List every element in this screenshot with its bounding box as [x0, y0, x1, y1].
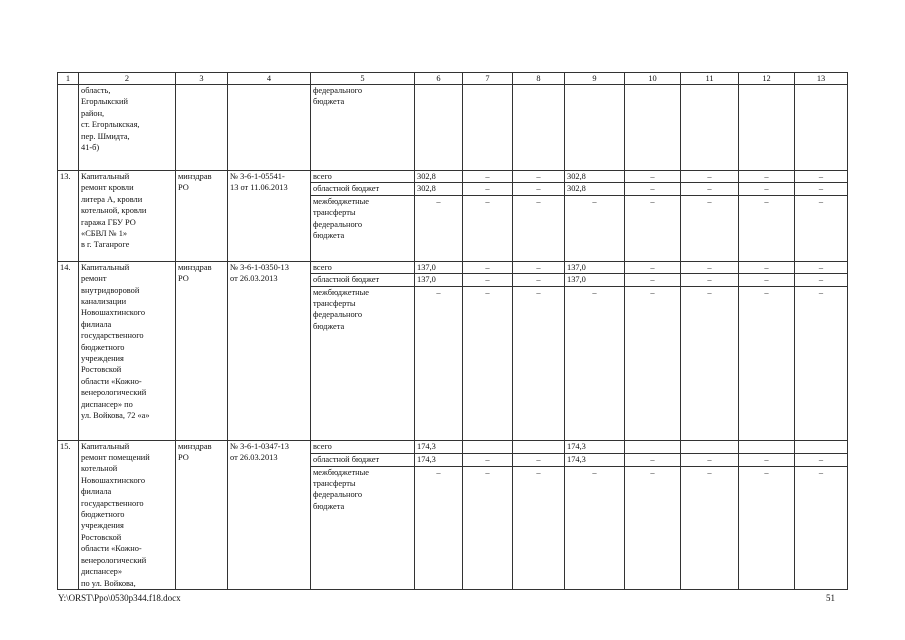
value-cell: – [513, 261, 565, 273]
value-cell: – [795, 195, 848, 261]
continuation-row [58, 85, 848, 171]
value-cell: – [513, 286, 565, 440]
value-cell: – [739, 195, 795, 261]
value-cell: – [681, 453, 739, 466]
source-cell: всего [311, 440, 415, 453]
col-header: 13 [795, 73, 848, 85]
value-cell: – [463, 195, 513, 261]
value-cell: – [415, 286, 463, 440]
value-cell: – [795, 274, 848, 286]
col-header: 7 [463, 73, 513, 85]
col-header: 8 [513, 73, 565, 85]
customer-cell: минздрав РО [176, 261, 228, 440]
file-path: Y:\ORST\Ppo\0530p344.f18.docx [58, 593, 181, 603]
value-cell: – [681, 466, 739, 589]
value-cell: – [739, 286, 795, 440]
value-cell: – [513, 195, 565, 261]
document-cell: № 3-6-1-0347-13 от 26.03.2013 [228, 440, 311, 589]
value-cell: 302,8 [565, 171, 625, 183]
value-cell: – [739, 274, 795, 286]
value-cell: – [681, 195, 739, 261]
value-cell: – [513, 274, 565, 286]
table-row [58, 261, 848, 273]
value-cell: – [625, 286, 681, 440]
row-number: 14. [58, 261, 79, 440]
document-cell: № 3-6-1-05541- 13 от 11.06.2013 [228, 171, 311, 262]
col-header: 2 [79, 73, 176, 85]
source-cell: областной бюджет [311, 183, 415, 195]
value-cell: 137,0 [565, 274, 625, 286]
value-cell: – [463, 261, 513, 273]
value-cell: – [795, 171, 848, 183]
source-cell: всего [311, 171, 415, 183]
object-cell: Капитальный ремонт помещений котельной Новошахтинского филиала государственного бюджетного учреждения Ростовской области «Кожно- венерологический диспансер» по ул. Войкова, [79, 440, 176, 589]
value-cell: – [463, 183, 513, 195]
customer-cell: минздрав РО [176, 171, 228, 262]
value-cell: – [795, 466, 848, 589]
value-cell: – [625, 171, 681, 183]
value-cell: – [565, 466, 625, 589]
value-cell: – [513, 453, 565, 466]
source-cell: межбюджетные трансферты федерального бюджета [311, 466, 415, 589]
value-cell: 302,8 [565, 183, 625, 195]
value-cell [463, 440, 513, 453]
value-cell: – [625, 183, 681, 195]
value-cell [795, 440, 848, 453]
value-cell: – [463, 466, 513, 589]
value-cell: – [463, 171, 513, 183]
value-cell: – [513, 171, 565, 183]
value-cell: – [513, 183, 565, 195]
value-cell: 302,8 [415, 171, 463, 183]
object-cell: Капитальный ремонт кровли литера А, кровли котельной, кровли гаража ГБУ РО «СБВЛ № 1» в г. Таганроге [79, 171, 176, 262]
source-cell: областной бюджет [311, 274, 415, 286]
header-row [58, 73, 848, 85]
object-cell: область, Егорлыкский район, ст. Егорлыкская, пер. Шмидта, 41-б) [79, 85, 176, 171]
value-cell: – [415, 466, 463, 589]
col-header: 1 [58, 73, 79, 85]
value-cell: – [625, 274, 681, 286]
value-cell: – [625, 195, 681, 261]
value-cell: – [681, 261, 739, 273]
document-cell: № 3-6-1-0350-13 от 26.03.2013 [228, 261, 311, 440]
value-cell: – [739, 466, 795, 589]
page-number: 51 [826, 593, 835, 603]
source-cell: федерального бюджета [311, 85, 415, 171]
value-cell: – [681, 286, 739, 440]
col-header: 5 [311, 73, 415, 85]
table-row [58, 171, 848, 183]
value-cell: 137,0 [565, 261, 625, 273]
value-cell: – [463, 286, 513, 440]
value-cell: 137,0 [415, 274, 463, 286]
value-cell: – [463, 453, 513, 466]
object-cell: Капитальный ремонт внутридворовой канализации Новошахтинского филиала государственного бюджетного учреждения Ростовской области «Кожно- венерологический диспансер» по ул. Войкова, 72 «а» [79, 261, 176, 440]
value-cell: – [739, 183, 795, 195]
col-header: 3 [176, 73, 228, 85]
value-cell: – [795, 286, 848, 440]
value-cell: – [565, 286, 625, 440]
value-cell: 174,3 [415, 453, 463, 466]
value-cell: – [513, 466, 565, 589]
table-row [58, 440, 848, 453]
value-cell: – [463, 274, 513, 286]
customer-cell: минздрав РО [176, 440, 228, 589]
value-cell: – [739, 453, 795, 466]
value-cell: – [625, 453, 681, 466]
col-header: 10 [625, 73, 681, 85]
program-table [57, 72, 848, 590]
value-cell: 302,8 [415, 183, 463, 195]
value-cell: 137,0 [415, 261, 463, 273]
value-cell: – [795, 261, 848, 273]
value-cell: – [795, 183, 848, 195]
col-header: 6 [415, 73, 463, 85]
value-cell: 174,3 [565, 440, 625, 453]
col-header: 12 [739, 73, 795, 85]
value-cell: – [681, 171, 739, 183]
value-cell [739, 440, 795, 453]
col-header: 11 [681, 73, 739, 85]
value-cell: – [625, 261, 681, 273]
source-cell: межбюджетные трансферты федерального бюджета [311, 195, 415, 261]
value-cell: 174,3 [415, 440, 463, 453]
value-cell: – [565, 195, 625, 261]
value-cell: – [681, 274, 739, 286]
value-cell: – [739, 261, 795, 273]
source-cell: межбюджетные трансферты федерального бюджета [311, 286, 415, 440]
value-cell [513, 440, 565, 453]
value-cell [625, 440, 681, 453]
value-cell [681, 440, 739, 453]
value-cell: – [681, 183, 739, 195]
value-cell: – [415, 195, 463, 261]
value-cell: 174,3 [565, 453, 625, 466]
row-number: 13. [58, 171, 79, 262]
col-header: 4 [228, 73, 311, 85]
col-header: 9 [565, 73, 625, 85]
row-number: 15. [58, 440, 79, 589]
value-cell: – [739, 171, 795, 183]
source-cell: всего [311, 261, 415, 273]
value-cell: – [795, 453, 848, 466]
source-cell: областной бюджет [311, 453, 415, 466]
value-cell: – [625, 466, 681, 589]
